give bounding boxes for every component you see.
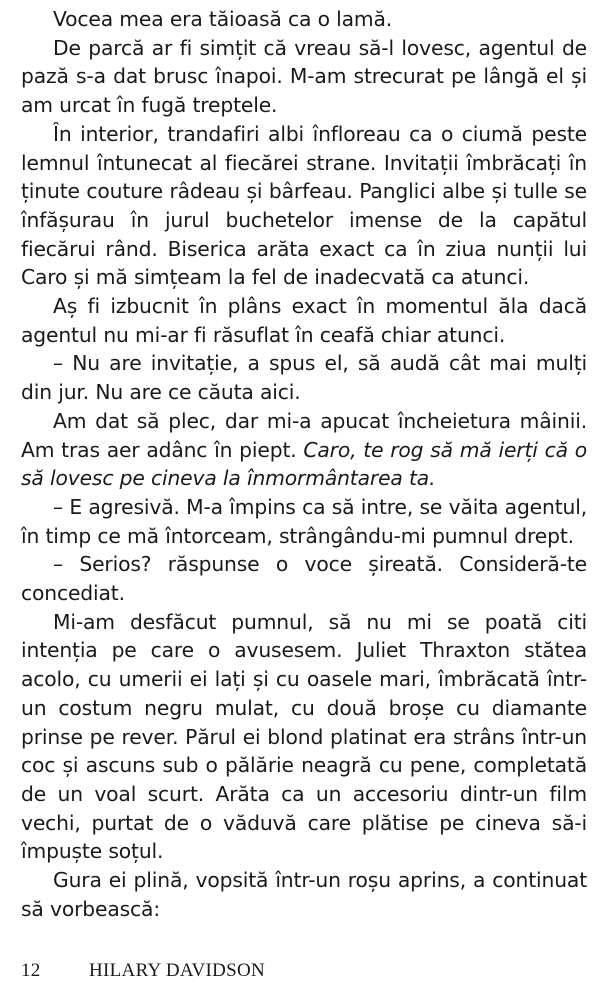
page-number: 12 — [21, 960, 41, 981]
paragraph-2: De parcă ar fi simțit că vreau să-l lovesc, agentul de pază s-a dat brusc înapoi. M-am strecurat pe lângă el și am urcat în fugă treptele. — [21, 35, 587, 118]
paragraph-6-italic: Caro, te rog să mă ierți că o să lovesc pe cineva la înmormântarea ta. — [21, 437, 588, 491]
paragraph-8: – Serios? răspunse o voce șireată. Consideră-te concediat. — [21, 552, 587, 606]
paragraph-4: Aș fi izbucnit în plâns exact în momentul ăla dacă agentul nu mi-ar fi răsuflat în ceafă chiar atunci. — [21, 294, 587, 347]
paragraph-10: Gura ei plină, vopsită într-un roșu aprins, a continuat să vorbească: — [21, 868, 587, 921]
paragraph-7: – E agresivă. M-a împins ca să intre, se văita agentul, în timp ce mă întorceam, strângându-mi pumnul drept. — [21, 494, 587, 548]
paragraph-5: – Nu are invitație, a spus el, să audă cât mai mulți din jur. Nu are ce căuta aici. — [21, 351, 587, 405]
paragraph-6-text: Am dat să plec, dar mi-a apucat încheietura mâinii. Am tras aer adânc în piept. — [21, 408, 587, 462]
paragraph-9: Mi-am desfăcut pumnul, să nu mi se poată citi intenția pe care o avusesem. Juliet Thraxton stătea acolo, cu umerii ei lați și cu oasele mari, îmbrăcată într-un costum negru mulat, cu două broșe cu diamante prinse pe rever. Părul ei blond platinat era strâns într-un coc și ascuns sub o pălărie neagră cu pene, completată de un voal scurt. Arăta ca un accesoriu dintr-un film vechi, purtat de o văduvă care plătise pe cineva să-i împuște soțul. — [21, 609, 587, 864]
paragraph-3: În interior, trandafiri albi înfloreau ca o ciumă peste lemnul întunecat al fiecărei strane. Invitații îmbrăcați în ținute couture râdeau și bârfeau. Panglici albe și tulle se înfășurau în jurul buchetelor imense de la capătul fiecărui rând. Biserica arăta exact ca în ziua nunții lui Caro și mă simțeam la fel de inadecvată ca atunci. — [21, 121, 587, 290]
running-header-author: HILARY DAVIDSON — [89, 960, 266, 981]
page-body — [21, 0, 587, 924]
paragraph-6 — [21, 407, 587, 493]
page-footer — [21, 960, 587, 982]
paragraph-1: Vocea mea era tăioasă ca o lamă. — [53, 7, 393, 31]
